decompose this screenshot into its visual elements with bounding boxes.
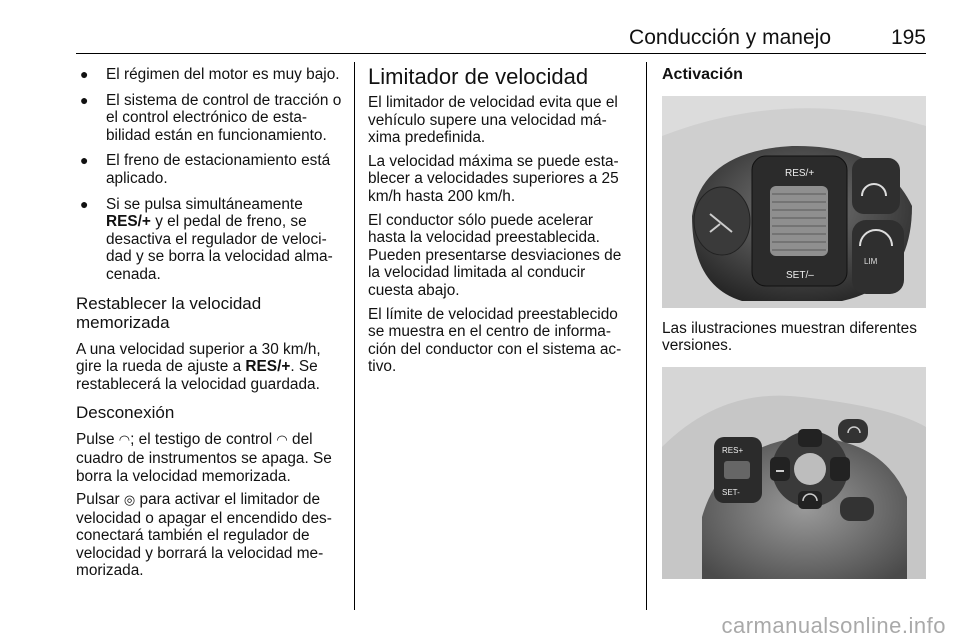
restablecer-heading: Restablecer la velocidad memorizada [76, 293, 262, 332]
restablecer-text: A una velocidad superior a 30 km/h, gire la rueda de ajuste a RES/+. Se restablecerá la velocidad guardada. [76, 340, 321, 393]
header-title: Conducción y manejo [629, 26, 831, 49]
bullet-item: ● Si se pulsa simultáneamente RES/+ y el pedal de freno, se desactiva el regulador de veloci-dad y se borra la velocidad alma-cenada. [80, 195, 333, 283]
lim-label: LIM [864, 256, 878, 266]
res-label: RES+ [722, 445, 744, 455]
bullet-item: ● El freno de estacionamiento está aplicado. [80, 152, 331, 187]
bullet-item: ● El régimen del motor es muy bajo. [80, 66, 340, 83]
steering-wheel-controls-image-2 [662, 367, 926, 579]
bullet-list [76, 66, 344, 284]
bullet-item: ● El sistema de control de tracción o el control electrónico de esta-bilidad están en funcionamiento. [80, 91, 342, 144]
column-1 [76, 66, 344, 586]
res-label: RES/+ [785, 167, 815, 179]
header-rule [76, 53, 926, 54]
watermark: carmanualsonline.info [721, 613, 946, 638]
limitador-p1: El limitador de velocidad evita que el vehículo supere una velocidad má-xima predefinida. [368, 94, 618, 147]
column-divider-2 [646, 62, 647, 610]
page-number: 195 [890, 26, 926, 49]
column-3 [662, 66, 928, 579]
cruise-control-icon: ◠ [276, 433, 288, 449]
cruise-control-icon: ◠ [118, 433, 131, 449]
column-divider-1 [354, 62, 355, 610]
set-label: SET- [722, 487, 740, 497]
column-2 [368, 66, 634, 382]
speed-limiter-icon: ◎ [123, 493, 136, 509]
steering-wheel-controls-image-1 [662, 96, 926, 308]
limitador-heading: Limitador de velocidad [368, 64, 589, 89]
page-header [76, 26, 926, 52]
desconexion-heading: Desconexión [76, 403, 175, 423]
activacion-heading: Activación [662, 66, 743, 83]
limitador-p4: El límite de velocidad preestablecido se muestra en el centro de informa-ción del conductor con el sistema ac-tivo. [368, 305, 622, 376]
image-caption: Las ilustraciones muestran diferentes versiones. [662, 319, 917, 355]
limitador-p3: El conductor sólo puede acelerar hasta la velocidad preestablecida. Pueden presentarse desviaciones de la velocidad limitada al conducir cuesta abajo. [368, 211, 622, 299]
desconexion-text-1: Pulse ◠; el testigo de control ◠ del cuadro de instrumentos se apaga. Se borra la velocidad memorizada. [76, 431, 332, 485]
limitador-p2: La velocidad máxima se puede esta-blecer a velocidades superiores a 25 km/h hasta 200 km/h. [368, 152, 619, 205]
desconexion-text-2: Pulsar ◎ para activar el limitador de velocidad o apagar el encendido des-conectará también el regulador de velocidad y borrará la velocidad me-morizada. [76, 491, 332, 580]
set-label: SET/– [786, 269, 814, 281]
